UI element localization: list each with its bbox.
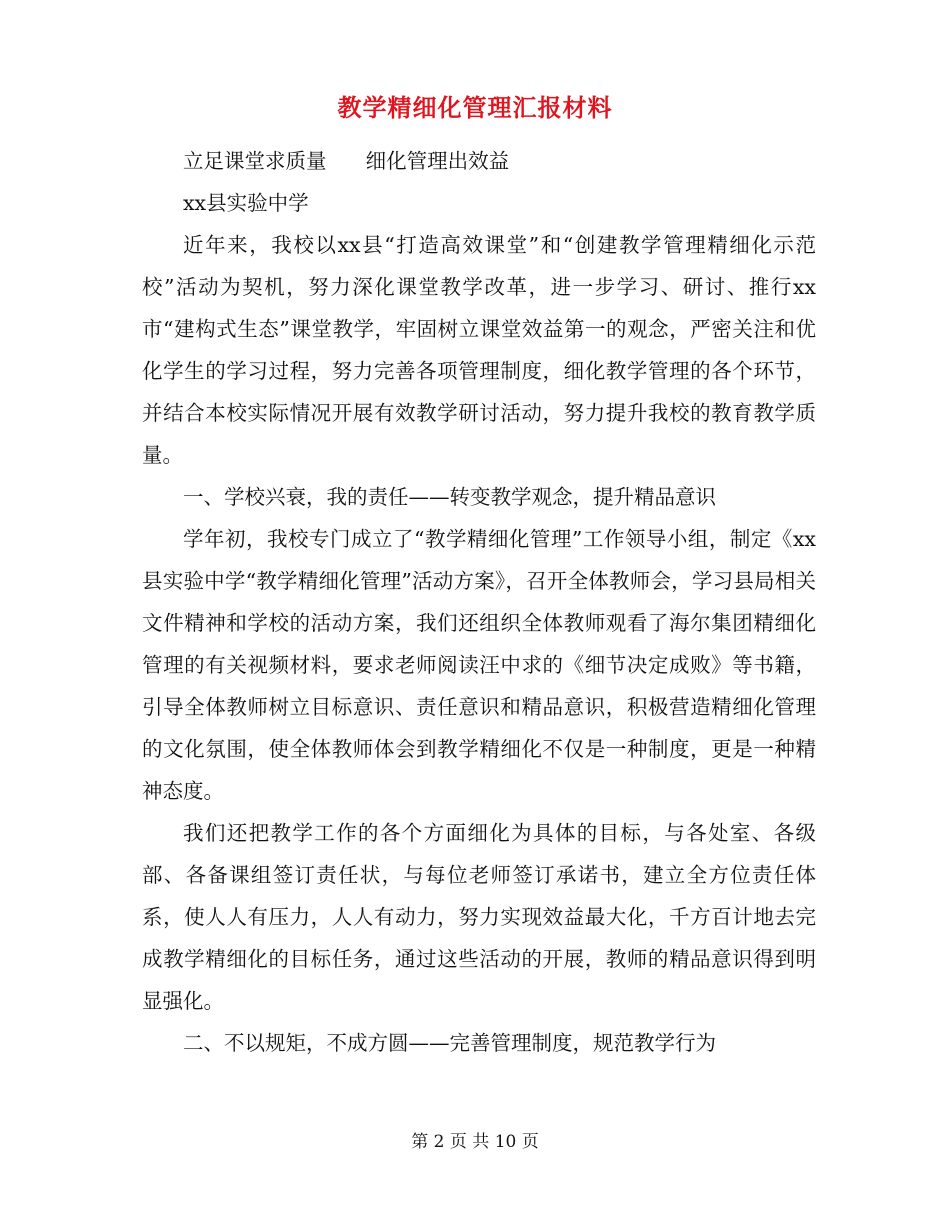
document-title: 教学精细化管理汇报材料 — [337, 93, 613, 122]
section-heading-1: 一、学校兴衰，我的责任——转变教学观念，提升精品意识 — [183, 485, 716, 509]
paragraph-intro: 近年来，我校以xx县“打造高效课堂”和“创建教学管理精细化示范校”活动为契机，努力深化课堂教学改革，进一步学习、研讨、推行xx市“建构式生态”课堂教学，牢固树立课堂效益第一的观念，严密关注和优化学生的学习过程，努力完善各项管理制度，细化教学管理的各个环节，并结合本校实际情况开展有效教学研讨活动，努力提升我校的教育教学质量。 — [142, 233, 816, 467]
paragraph-section-1a: 学年初，我校专门成立了“教学精细化管理”工作领导小组，制定《xx县实验中学“教学精细化管理”活动方案》，召开全体教师会，学习县局相关文件精神和学校的活动方案，我们还组织全体教师观看了海尔集团精细化管理的有关视频材料，要求老师阅读汪中求的《细节决定成败》等书籍，引导全体教师树立目标意识、责任意识和精品意识，积极营造精细化管理的文化氛围，使全体教师体会到教学精细化不仅是一种制度，更是一种精神态度。 — [142, 527, 816, 803]
section-heading-2: 二、不以规矩，不成方圆——完善管理制度，规范教学行为 — [183, 1031, 716, 1055]
document-body — [142, 140, 816, 1064]
page-number-footer: 第 2 页 共 10 页 — [411, 1132, 539, 1152]
paragraph-section-1b: 我们还把教学工作的各个方面细化为具体的目标，与各处室、各级部、各备课组签订责任状，与每位老师签订承诺书，建立全方位责任体系，使人人有压力，人人有动力，努力实现效益最大化，千方百计地去完成教学精细化的目标任务，通过这些活动的开展，教师的精品意识得到明显强化。 — [142, 821, 816, 1013]
school-name: xx县实验中学 — [183, 191, 309, 215]
document-subtitle: 立足课堂求质量 细化管理出效益 — [183, 149, 510, 173]
